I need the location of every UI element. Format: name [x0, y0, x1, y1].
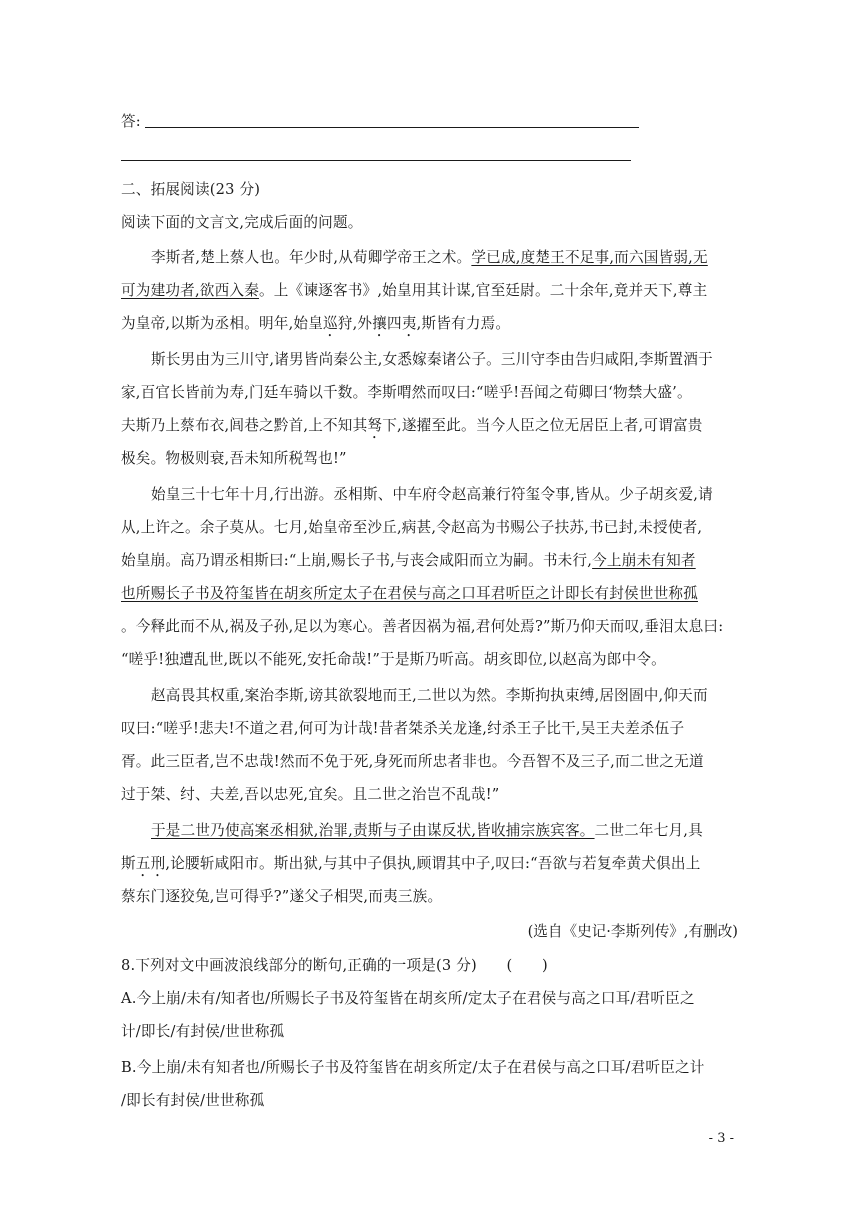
p4-line-2: 叹曰:“嗟乎!悲夫!不道之君,何可为计哉!昔者桀杀关龙逢,纣杀王子比干,吴王夫差杀伍子 — [121, 720, 685, 737]
p2-line-1: 斯长男由为三川守,诸男皆尚秦公主,女悉嫁秦诸公子。三川守李由告归咸阳,李斯置酒于 — [151, 351, 713, 368]
p1-text: 。上《谏逐客书》,始皇用其计谋,官至廷尉。二十余年,竟并天下,尊主 — [258, 282, 708, 299]
answer-blank-line-1 — [145, 127, 639, 128]
p1-text: 四 — [387, 315, 402, 332]
p1-underlined-cont: 可为建功者,欲西入秦 — [121, 282, 259, 299]
source-citation: (选自《史记·李斯列传》,有删改) — [527, 923, 738, 940]
p1-line-3 — [121, 314, 510, 340]
p3-text: 始皇崩。高乃谓丞相斯曰:“上崩,赐长子书,与丧会咸阳而立为嗣。书未行, — [121, 552, 593, 569]
option-a-line-1: A.今上崩/未有/知者也/所赐长子书及符玺皆在胡亥所/定太子在君侯与高之口耳/君听臣之 — [121, 990, 695, 1007]
answer-label: 答: — [121, 113, 141, 130]
option-b-line-2: /即长有封侯/世世称孤 — [121, 1092, 265, 1109]
option-a-line-2: 计/即长/有封侯/世世称孤 — [121, 1023, 285, 1040]
p4-line-1: 赵高畏其权重,案治李斯,谤其欲裂地而王,二世以为然。李斯拘执束缚,居囹圄中,仰天而 — [151, 687, 708, 704]
p3-underlined: 今上崩未有知者 — [592, 552, 696, 569]
p1-text: 为皇帝,以斯为丞相。明年,始皇 — [121, 315, 323, 332]
dotted-char: 巡 — [323, 315, 338, 332]
p5-text: 斯 — [121, 855, 136, 872]
p2-text: 夫斯乃上蔡布衣,闾巷之黔首,上不知其 — [121, 417, 368, 434]
p2-text: 下,遂擢至此。当今人臣之位无居臣上者,可谓富贵 — [382, 417, 703, 434]
p3-line-3 — [121, 551, 696, 571]
p3-line-5: 。今释此而不从,祸及子孙,足以为寒心。善者因祸为福,君何处焉?”斯乃仰天而叹,垂泪太息曰: — [121, 618, 724, 635]
p1-underlined: 学已成,度楚王不足事,而六国皆弱,无 — [471, 249, 708, 266]
dotted-char: 攘 — [372, 315, 388, 332]
p1-text: ,斯皆有力焉。 — [416, 315, 511, 332]
dotted-word: 五刑 — [135, 855, 166, 872]
p5-line-1 — [151, 821, 703, 841]
p2-line-4: 极矣。物极则衰,吾未知所税驾也!” — [121, 450, 347, 467]
question-8-stem: 8.下列对文中画波浪线部分的断句,正确的一项是(3 分) ( ) — [121, 957, 548, 974]
p2-line-2: 家,百官长皆前为寿,门廷车骑以千数。李斯喟然而叹曰:“嗟乎!吾闻之荀卿曰‘物禁大盛’。 — [121, 384, 692, 401]
p4-line-3: 胥。此三臣者,岂不忠哉!然而不免于死,身死而所忠者非也。今吾智不及三子,而二世之无道 — [121, 753, 704, 770]
instruction: 阅读下面的文言文,完成后面的问题。 — [121, 214, 363, 231]
dotted-char: 驽 — [367, 417, 383, 434]
p1-line-2 — [121, 281, 707, 301]
p4-line-4: 过于桀、纣、夫差,吾以忠死,宜矣。且二世之治岂不乱哉!” — [121, 786, 500, 803]
p1-line-1 — [151, 248, 708, 268]
option-b-line-1: B.今上崩/未有知者也/所赐长子书及符玺皆在胡亥所定/太子在君侯与高之口耳/君听臣之计 — [121, 1059, 705, 1076]
p3-line-4: 也所赐长子书及符玺皆在胡亥所定太子在君侯与高之口耳君听臣之计即长有封侯世世称孤 — [121, 585, 698, 602]
p5-text: ,论腰斩咸阳市。斯出狱,与其中子俱执,顾谓其中子,叹曰:“吾欲与若复牵黄犬俱出上 — [165, 855, 701, 872]
p5-underlined: 于是二世乃使高案丞相狱,治罪,责斯与子由谋反状,皆收捕宗族宾客。 — [151, 822, 595, 839]
p2-line-3 — [121, 416, 703, 442]
p3-line-1: 始皇三十七年十月,行出游。丞相斯、中车府令赵高兼行符玺令事,皆从。少子胡亥爱,请 — [151, 486, 713, 503]
p3-line-6: “嗟乎!独遭乱世,既以不能死,安托命哉!”于是斯乃听高。胡亥即位,以赵高为郎中令。 — [121, 651, 666, 668]
p3-line-2: 从,上许之。余子莫从。七月,始皇帝至沙丘,病甚,令赵高为书赐公子扶苏,书已封,未授使者, — [121, 519, 703, 536]
p5-line-3: 蔡东门逐狡兔,岂可得乎?”遂父子相哭,而夷三族。 — [121, 888, 443, 905]
p5-text: 二世二年七月,具 — [594, 822, 703, 839]
dotted-char: 夷 — [401, 315, 417, 332]
answer-blank-line-2 — [121, 160, 631, 161]
p1-text: 李斯者,楚上蔡人也。年少时,从荀卿学帝王之术。 — [151, 249, 472, 266]
section-title: 二、拓展阅读(23 分) — [121, 181, 261, 198]
p5-line-2 — [121, 854, 701, 880]
p1-text: 狩,外 — [337, 315, 373, 332]
page-number: - 3 - — [708, 1131, 734, 1146]
